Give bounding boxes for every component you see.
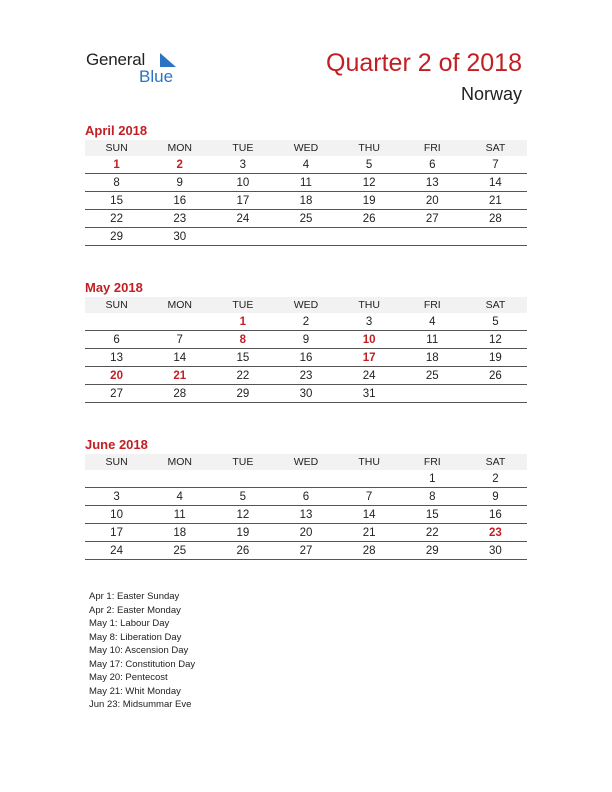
weekday-header: MON <box>148 297 211 313</box>
day-cell: 9 <box>274 331 337 349</box>
weekday-header: SUN <box>85 140 148 156</box>
day-cell: 2 <box>148 156 211 174</box>
calendar-grid <box>85 297 527 403</box>
day-cell: 20 <box>401 192 464 210</box>
day-cell: 11 <box>401 331 464 349</box>
day-cell: 2 <box>464 470 527 488</box>
week-row <box>85 331 527 349</box>
day-cell: 28 <box>464 210 527 228</box>
day-cell: 29 <box>85 228 148 246</box>
day-cell: 12 <box>464 331 527 349</box>
week-row <box>85 470 527 488</box>
day-cell: 31 <box>338 385 401 403</box>
day-cell: 17 <box>338 349 401 367</box>
month-title: June 2018 <box>85 437 148 452</box>
day-cell <box>274 470 337 488</box>
weekday-header: MON <box>148 454 211 470</box>
day-cell: 19 <box>464 349 527 367</box>
day-cell <box>274 228 337 246</box>
day-cell: 24 <box>85 542 148 560</box>
weekday-header: FRI <box>401 297 464 313</box>
day-cell <box>338 470 401 488</box>
holiday-list-item: May 1: Labour Day <box>89 618 170 629</box>
day-cell: 30 <box>464 542 527 560</box>
day-cell: 23 <box>274 367 337 385</box>
country-name: Norway <box>460 84 522 104</box>
day-cell: 24 <box>338 367 401 385</box>
holiday-list-item: May 17: Constitution Day <box>89 658 196 670</box>
day-cell: 10 <box>85 506 148 524</box>
weekday-header: WED <box>274 454 337 470</box>
calendar-grid <box>85 454 527 560</box>
day-cell: 9 <box>148 174 211 192</box>
week-row <box>85 174 527 192</box>
week-row <box>85 367 527 385</box>
day-cell: 15 <box>85 192 148 210</box>
day-cell: 21 <box>338 524 401 542</box>
holiday-list-item: Jun 23: Midsummar Eve <box>89 699 192 710</box>
day-cell: 17 <box>211 192 274 210</box>
day-cell: 18 <box>148 524 211 542</box>
week-row <box>85 506 527 524</box>
weekday-header: SUN <box>85 454 148 470</box>
day-cell: 3 <box>211 156 274 174</box>
day-cell: 26 <box>211 542 274 560</box>
weekday-header: THU <box>338 454 401 470</box>
day-cell: 2 <box>274 313 337 331</box>
day-cell <box>211 228 274 246</box>
day-cell: 12 <box>211 506 274 524</box>
day-cell: 22 <box>401 524 464 542</box>
day-cell: 8 <box>401 488 464 506</box>
holiday-list-item: May 21: Whit Monday <box>89 685 181 697</box>
day-cell: 16 <box>274 349 337 367</box>
day-cell: 27 <box>274 542 337 560</box>
weekday-header-row <box>85 454 527 470</box>
weekday-header: THU <box>338 297 401 313</box>
day-cell: 30 <box>148 228 211 246</box>
day-cell: 9 <box>464 488 527 506</box>
generalblue-logo <box>86 50 196 90</box>
week-row <box>85 349 527 367</box>
day-cell: 15 <box>401 506 464 524</box>
day-cell: 4 <box>401 313 464 331</box>
day-cell: 23 <box>148 210 211 228</box>
day-cell: 4 <box>148 488 211 506</box>
day-cell: 29 <box>401 542 464 560</box>
weekday-header: FRI <box>401 454 464 470</box>
week-row <box>85 488 527 506</box>
day-cell: 21 <box>148 367 211 385</box>
day-cell <box>85 470 148 488</box>
day-cell <box>464 385 527 403</box>
day-cell: 24 <box>211 210 274 228</box>
holiday-list-item: May 10: Ascension Day <box>89 645 189 656</box>
day-cell: 13 <box>85 349 148 367</box>
month-june <box>85 436 527 560</box>
weekday-header: SAT <box>464 140 527 156</box>
week-row <box>85 192 527 210</box>
day-cell: 7 <box>338 488 401 506</box>
day-cell: 25 <box>148 542 211 560</box>
day-cell <box>401 385 464 403</box>
day-cell: 26 <box>338 210 401 228</box>
day-cell: 28 <box>338 542 401 560</box>
week-row <box>85 156 527 174</box>
day-cell: 8 <box>211 331 274 349</box>
day-cell: 18 <box>401 349 464 367</box>
day-cell: 22 <box>211 367 274 385</box>
day-cell <box>401 228 464 246</box>
holiday-list <box>89 590 195 712</box>
month-title: May 2018 <box>85 280 143 295</box>
weekday-header: WED <box>274 297 337 313</box>
day-cell: 12 <box>338 174 401 192</box>
day-cell: 4 <box>274 156 337 174</box>
holiday-list-item: Apr 1: Easter Sunday <box>89 591 180 602</box>
day-cell <box>148 313 211 331</box>
day-cell: 15 <box>211 349 274 367</box>
logo-word-blue: Blue <box>139 67 174 86</box>
day-cell: 28 <box>148 385 211 403</box>
day-cell: 29 <box>211 385 274 403</box>
day-cell: 10 <box>211 174 274 192</box>
week-row <box>85 385 527 403</box>
day-cell: 3 <box>338 313 401 331</box>
day-cell: 5 <box>211 488 274 506</box>
weekday-header: TUE <box>211 297 274 313</box>
weekday-header: SUN <box>85 297 148 313</box>
day-cell: 5 <box>464 313 527 331</box>
day-cell: 7 <box>148 331 211 349</box>
month-may <box>85 279 527 403</box>
day-cell: 5 <box>338 156 401 174</box>
day-cell: 18 <box>274 192 337 210</box>
day-cell: 16 <box>148 192 211 210</box>
day-cell: 13 <box>401 174 464 192</box>
day-cell: 14 <box>148 349 211 367</box>
day-cell: 10 <box>338 331 401 349</box>
day-cell: 20 <box>85 367 148 385</box>
day-cell: 1 <box>211 313 274 331</box>
month-april <box>85 122 527 246</box>
day-cell: 19 <box>211 524 274 542</box>
week-row <box>85 542 527 560</box>
day-cell: 13 <box>274 506 337 524</box>
logo-word-general: General <box>86 50 146 69</box>
day-cell: 6 <box>274 488 337 506</box>
day-cell: 6 <box>85 331 148 349</box>
day-cell <box>211 470 274 488</box>
weekday-header: WED <box>274 140 337 156</box>
day-cell: 1 <box>85 156 148 174</box>
day-cell: 25 <box>274 210 337 228</box>
day-cell: 27 <box>85 385 148 403</box>
weekday-header: SAT <box>464 297 527 313</box>
day-cell: 20 <box>274 524 337 542</box>
weekday-header: MON <box>148 140 211 156</box>
day-cell: 17 <box>85 524 148 542</box>
weekday-header-row <box>85 297 527 313</box>
week-row <box>85 524 527 542</box>
calendar-grid <box>85 140 527 246</box>
weekday-header: FRI <box>401 140 464 156</box>
day-cell: 21 <box>464 192 527 210</box>
week-row <box>85 313 527 331</box>
day-cell: 26 <box>464 367 527 385</box>
holiday-list-item: May 20: Pentecost <box>89 672 168 683</box>
week-row <box>85 210 527 228</box>
day-cell: 7 <box>464 156 527 174</box>
day-cell: 14 <box>464 174 527 192</box>
page-title: Quarter 2 of 2018 <box>326 49 522 77</box>
day-cell: 30 <box>274 385 337 403</box>
day-cell: 25 <box>401 367 464 385</box>
weekday-header: TUE <box>211 140 274 156</box>
day-cell: 27 <box>401 210 464 228</box>
holiday-list-item: May 8: Liberation Day <box>89 631 182 643</box>
day-cell: 8 <box>85 174 148 192</box>
day-cell: 23 <box>464 524 527 542</box>
month-title: April 2018 <box>85 123 148 138</box>
weekday-header: SAT <box>464 454 527 470</box>
day-cell <box>85 313 148 331</box>
week-row <box>85 228 527 246</box>
weekday-header-row <box>85 140 527 156</box>
day-cell: 19 <box>338 192 401 210</box>
day-cell: 14 <box>338 506 401 524</box>
day-cell <box>464 228 527 246</box>
day-cell: 16 <box>464 506 527 524</box>
day-cell: 3 <box>85 488 148 506</box>
day-cell: 22 <box>85 210 148 228</box>
day-cell <box>338 228 401 246</box>
day-cell: 11 <box>148 506 211 524</box>
day-cell: 11 <box>274 174 337 192</box>
weekday-header: TUE <box>211 454 274 470</box>
weekday-header: THU <box>338 140 401 156</box>
day-cell <box>148 470 211 488</box>
day-cell: 6 <box>401 156 464 174</box>
day-cell: 1 <box>401 470 464 488</box>
holiday-list-item: Apr 2: Easter Monday <box>89 604 181 616</box>
